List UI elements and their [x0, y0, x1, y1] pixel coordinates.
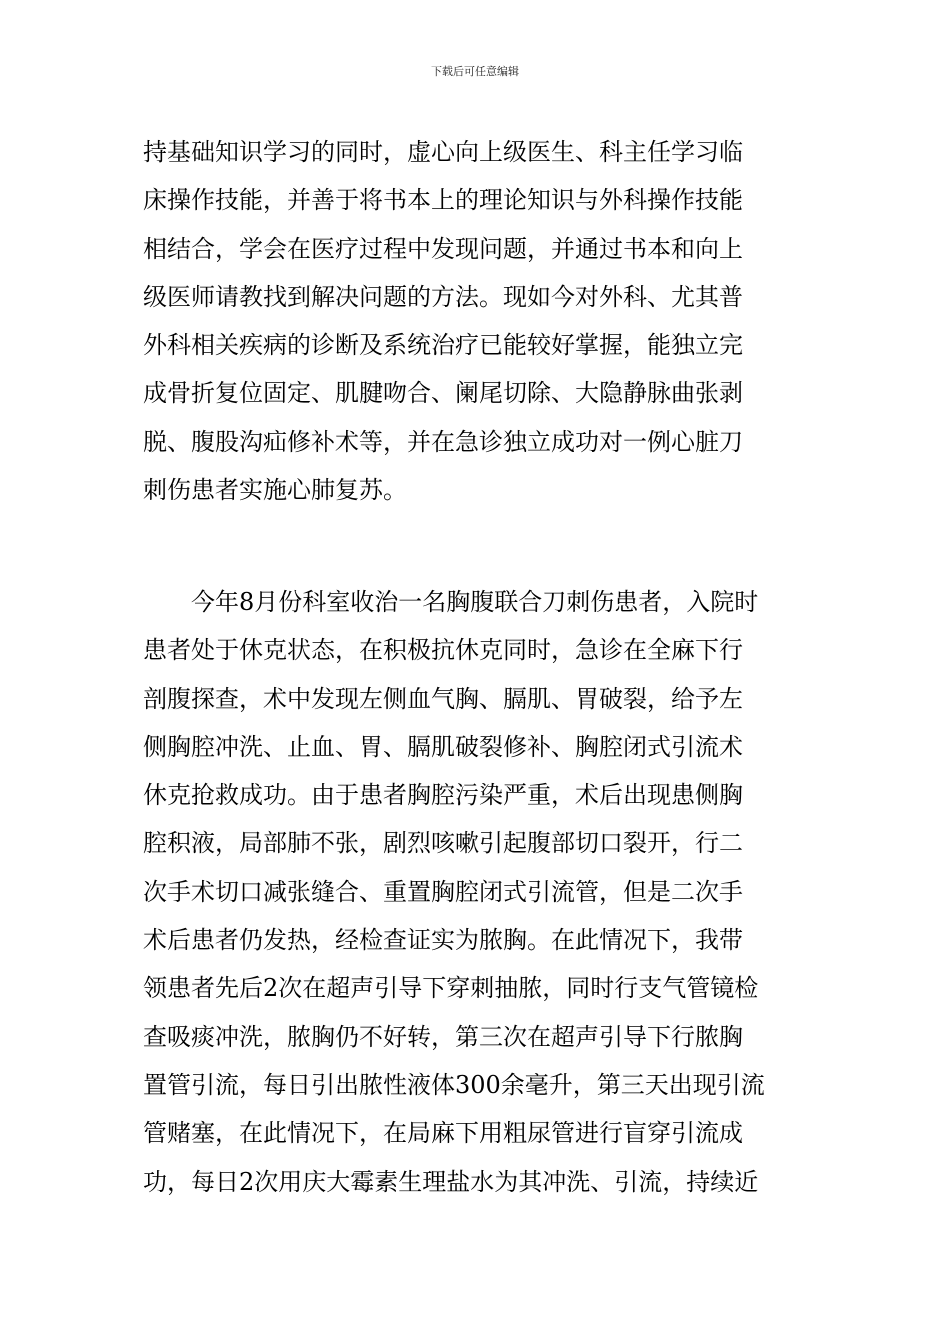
- page-header: 下载后可任意编辑: [431, 65, 519, 78]
- text-line: 查吸痰冲洗，脓胸仍不好转，第三次在超声引导下行脓胸: [143, 1022, 743, 1051]
- text-line: 剖腹探查，术中发现左侧血气胸、膈肌、胃破裂，给予左: [143, 684, 743, 713]
- text-line: 今年8月份科室收治一名胸腹联合刀刺伤患者，入院时: [143, 588, 759, 616]
- text-line: 刺伤患者实施心肺复苏。: [143, 476, 407, 505]
- text-line: 成骨折复位固定、肌腱吻合、阑尾切除、大隐静脉曲张剥: [143, 379, 743, 408]
- text-line: 持基础知识学习的同时，虚心向上级医生、科主任学习临: [143, 138, 743, 166]
- text-line: 侧胸腔冲洗、止血、胃、膈肌破裂修补、胸腔闭式引流术: [143, 732, 743, 761]
- text-line: 管赌塞，在此情况下，在局麻下用粗尿管进行盲穿引流成: [143, 1119, 743, 1148]
- text-line: 床操作技能，并善于将书本上的理论知识与外科操作技能: [143, 186, 743, 215]
- text-line: 脱、腹股沟疝修补术等，并在急诊独立成功对一例心脏刀: [143, 427, 743, 456]
- text-line: 次手术切口减张缝合、重置胸腔闭式引流管，但是二次手: [143, 877, 743, 906]
- text-line: 相结合，学会在医疗过程中发现问题，并通过书本和向上: [143, 234, 743, 263]
- paragraph-1: [143, 128, 807, 514]
- text-line: 领患者先后2次在超声引导下穿刺抽脓，同时行支气管镜检: [143, 974, 759, 1003]
- paragraph-2: [143, 578, 807, 1206]
- text-line: 级医师请教找到解决问题的方法。现如今对外科、尤其普: [143, 282, 743, 311]
- text-line: 术后患者仍发热，经检查证实为脓胸。在此情况下，我带: [143, 926, 743, 955]
- text-line: 置管引流，每日引出脓性液体300余毫升，第三天出现引流: [143, 1070, 765, 1099]
- text-line: 外科相关疾病的诊断及系统治疗已能较好掌握，能独立完: [143, 331, 743, 360]
- text-line: 休克抢救成功。由于患者胸腔污染严重，术后出现患侧胸: [143, 781, 743, 810]
- text-line: 腔积液，局部肺不张，剧烈咳嗽引起腹部切口裂开，行二: [143, 829, 743, 858]
- text-line: 患者处于休克状态，在积极抗休克同时，急诊在全麻下行: [143, 636, 743, 665]
- text-line: 功，每日2次用庆大霉素生理盐水为其冲洗、引流，持续近: [143, 1167, 759, 1196]
